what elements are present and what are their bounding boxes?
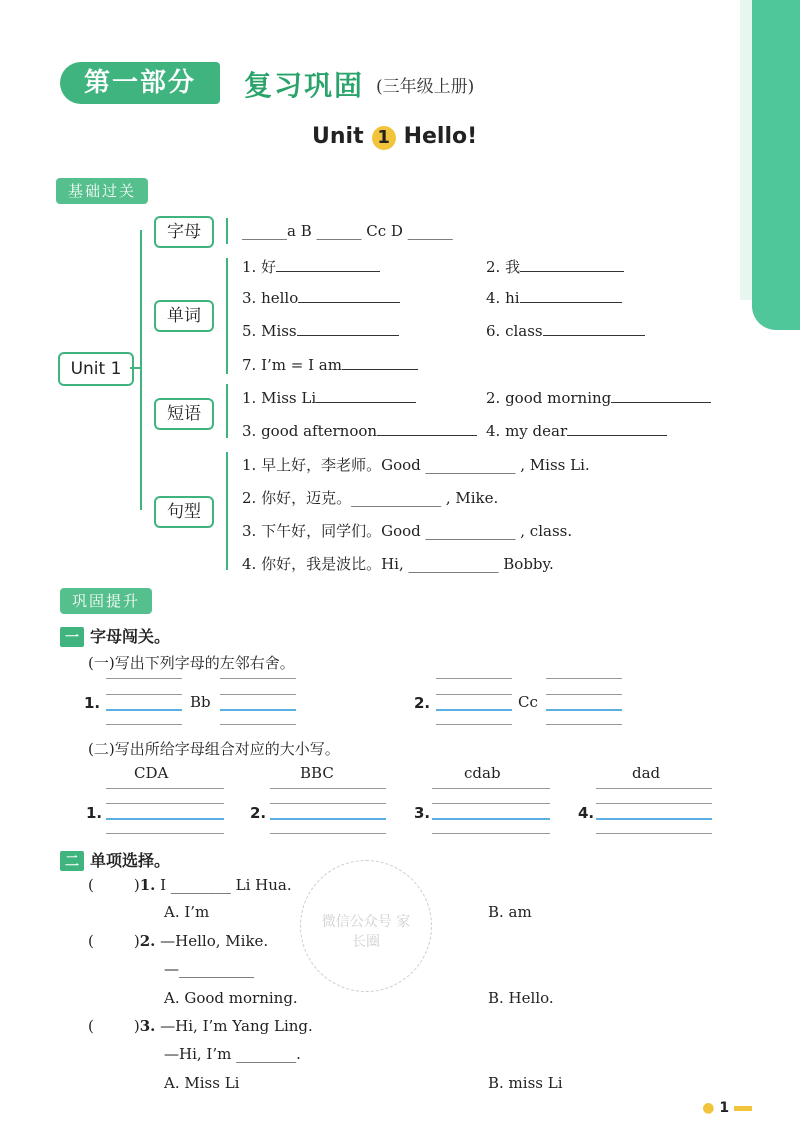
writing-line [596, 818, 712, 820]
section-basics: 基础过关 [56, 178, 148, 204]
q2-title: 二 单项选择。 [60, 848, 170, 871]
writing-line [106, 694, 182, 695]
writing-line [436, 694, 512, 695]
q2-item-3-option-b: B. miss Li [488, 1074, 563, 1092]
q1-letter-2: Cc [518, 693, 538, 711]
part-badge: 第一部分 [60, 62, 220, 104]
q1-word-4: dad [632, 764, 661, 782]
writing-line [106, 803, 224, 804]
q2-item-3-option-a: A. Miss Li [164, 1074, 240, 1092]
writing-line [106, 709, 182, 711]
q1-sub1-item-1: 1. [84, 694, 101, 712]
side-band [752, 0, 800, 330]
map-root: Unit 1 [58, 352, 134, 386]
writing-line [106, 788, 224, 789]
unit-title [312, 124, 477, 150]
q2-item-1-option-b: B. am [488, 903, 532, 921]
q1-sub2-num-4: 4. [578, 804, 595, 822]
writing-line [106, 724, 182, 725]
word-item-7: 7. I’m = I am [242, 355, 418, 374]
writing-line [596, 803, 712, 804]
word-item-6: 6. class [486, 321, 645, 340]
q1-sub1-item-2: 2. [414, 694, 431, 712]
writing-line [596, 788, 712, 789]
writing-line [546, 709, 622, 711]
q2-item-3-reply: —Hi, I’m ________. [164, 1045, 301, 1063]
word-item-2: 2. 我 [486, 256, 624, 277]
writing-line [270, 803, 386, 804]
sentence-item-3: 3. 下午好，同学们。Good ____________ , class. [242, 522, 573, 540]
q2-item-3: ( )3. —Hi, I’m Yang Ling. [88, 1017, 313, 1035]
writing-line [270, 833, 386, 834]
page-number: ● 1 [702, 1100, 752, 1116]
q1-sub2-num-1: 1. [86, 804, 103, 822]
part-subtitle: (三年级上册) [376, 77, 475, 97]
letters-row: ______a B ______ Cc D ______ [242, 222, 453, 240]
word-item-5: 5. Miss [242, 321, 399, 340]
writing-line [220, 709, 296, 711]
q1-letter-1: Bb [190, 693, 211, 711]
q1-word-2: BBC [300, 764, 334, 782]
q1-word-3: cdab [464, 764, 501, 782]
map-node-words: 单词 [154, 300, 214, 332]
q1-word-1: CDA [134, 764, 169, 782]
writing-line [432, 818, 550, 820]
section-consolidate: 巩固提升 [60, 588, 152, 614]
map-brace-words [226, 258, 228, 374]
writing-line [220, 678, 296, 679]
sentence-item-2: 2. 你好，迈克。____________ , Mike. [242, 489, 499, 507]
unit-prefix: Unit [312, 124, 364, 149]
phrase-item-4: 4. my dear [486, 421, 667, 440]
word-item-4: 4. hi [486, 288, 622, 307]
q1-number: 一 [60, 627, 84, 647]
sentence-item-1: 1. 早上好，李老师。Good ____________ , Miss Li. [242, 456, 590, 474]
writing-line [436, 678, 512, 679]
phrase-item-1: 1. Miss Li [242, 388, 416, 407]
map-root-connector [130, 367, 142, 369]
phrase-item-2: 2. good morning [486, 388, 711, 407]
map-brace-letters [226, 218, 228, 244]
writing-line [270, 788, 386, 789]
q1-sub2-num-3: 3. [414, 804, 431, 822]
q1-sub1: (一)写出下列字母的左邻右舍。 [88, 654, 295, 672]
q1-sub2: (二)写出所给字母组合对应的大小写。 [88, 740, 340, 758]
unit-number: 1 [372, 126, 396, 150]
q2-item-2-option-b: B. Hello. [488, 989, 554, 1007]
sentence-item-4: 4. 你好，我是波比。Hi, ____________ Bobby. [242, 555, 554, 573]
writing-line [546, 694, 622, 695]
writing-line [596, 833, 712, 834]
writing-line [220, 724, 296, 725]
map-node-letters: 字母 [154, 216, 214, 248]
q2-item-1: ( )1. I ________ Li Hua. [88, 876, 292, 894]
writing-line [432, 833, 550, 834]
writing-line [546, 724, 622, 725]
q1-sub2-num-2: 2. [250, 804, 267, 822]
part-title: 复习巩固 [244, 69, 365, 102]
writing-line [432, 803, 550, 804]
q1-title: 一 字母闯关。 [60, 624, 170, 647]
map-brace-sentences [226, 452, 228, 570]
writing-line [220, 694, 296, 695]
q2-item-2: ( )2. —Hello, Mike. [88, 932, 269, 950]
q2-item-1-option-a: A. I’m [164, 903, 210, 921]
map-node-phrases: 短语 [154, 398, 214, 430]
writing-line [270, 818, 386, 820]
writing-line [436, 724, 512, 725]
map-trunk [140, 230, 142, 510]
word-item-3: 3. hello [242, 288, 400, 307]
q2-item-2-option-a: A. Good morning. [164, 989, 298, 1007]
writing-line [546, 678, 622, 679]
writing-line [106, 818, 224, 820]
map-node-sentences: 句型 [154, 496, 214, 528]
phrase-item-3: 3. good afternoon [242, 421, 477, 440]
writing-line [106, 833, 224, 834]
writing-line [432, 788, 550, 789]
writing-line [436, 709, 512, 711]
q2-number: 二 [60, 851, 84, 871]
map-brace-phrases [226, 384, 228, 438]
writing-line [106, 678, 182, 679]
word-item-1: 1. 好 [242, 256, 380, 277]
watermark-stamp: 微信公众号 家长圈 [300, 860, 432, 992]
q2-item-2-reply: —__________ [164, 960, 254, 978]
unit-name: Hello! [403, 124, 478, 149]
